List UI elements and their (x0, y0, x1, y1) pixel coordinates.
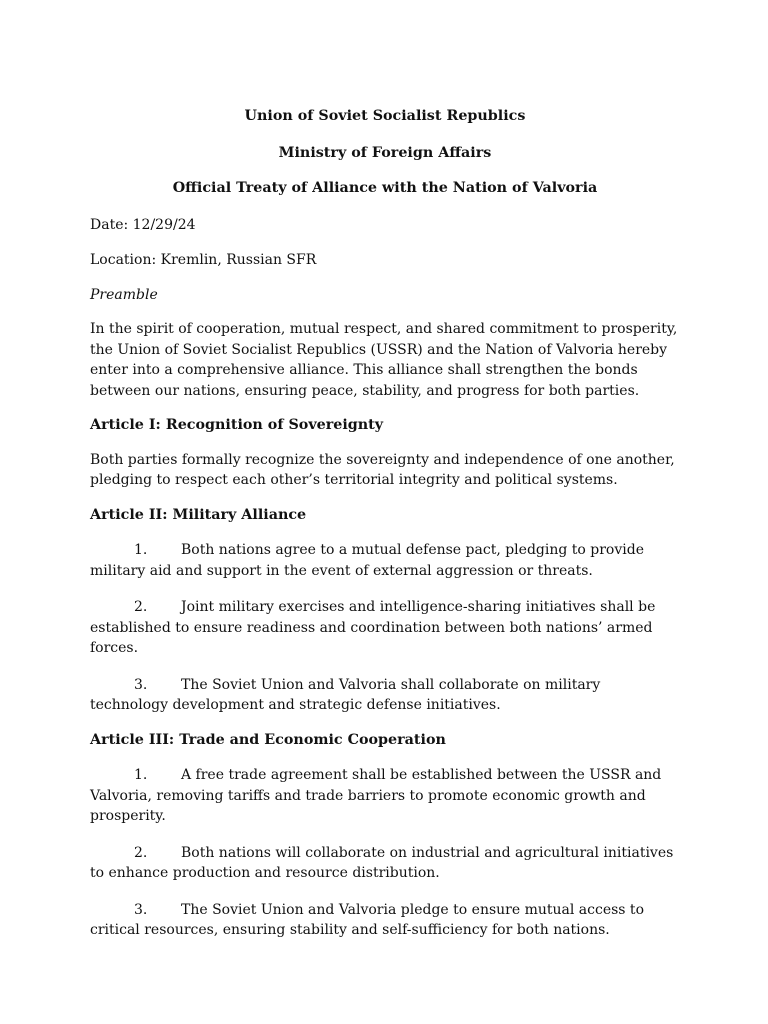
document-title: Official Treaty of Alliance with the Nation of Valvoria (172, 180, 598, 196)
list-number: 2. (134, 599, 148, 615)
article-2-title: Article II: Military Alliance (90, 506, 307, 523)
list-text: A free trade agreement shall be established between the USSR and Valvoria, removing tariffs and trade barriers to promote economic growth and prosperity. (90, 767, 662, 824)
article-3-title: Article III: Trade and Economic Cooperation (90, 731, 446, 748)
preamble-heading: Preamble (90, 286, 158, 303)
list-number: 1. (134, 767, 148, 783)
preamble-text: In the spirit of cooperation, mutual respect, and shared commitment to prosperity, the Union of Soviet Socialist Republics (USSR) and the Nation of Valvoria hereby enter into a comprehensive alliance. This alliance shall strengthen the bonds between our nations, ensuring peace, stability, and progress for both parties. (90, 321, 678, 399)
header-country: Union of Soviet Socialist Republics (244, 108, 526, 124)
list-number: 2. (134, 844, 148, 861)
article-3-item-3 (90, 900, 680, 941)
list-text: The Soviet Union and Valvoria shall collaborate on military technology development and strategic defense initiatives. (90, 676, 601, 713)
treaty-location: Location: Kremlin, Russian SFR (90, 252, 317, 268)
list-number: 3. (134, 901, 148, 918)
treaty-date: Date: 12/29/24 (90, 216, 196, 233)
list-text: Both nations will collaborate on industrial and agricultural initiatives to enhance production and resource distribution. (90, 844, 674, 881)
article-3-item-1 (90, 765, 680, 827)
article-2-item-3 (90, 675, 680, 716)
article-3-item-2 (90, 843, 680, 884)
document-page (90, 106, 680, 941)
article-1-text: Both parties formally recognize the sovereignty and independence of one another, pledging to respect each other’s territorial integrity and political systems. (90, 451, 675, 488)
list-text: Joint military exercises and intelligence-sharing initiatives shall be established to ensure readiness and coordination between both nations’ armed forces. (90, 599, 656, 656)
article-1-title: Article I: Recognition of Sovereignty (90, 417, 384, 433)
list-text: The Soviet Union and Valvoria pledge to ensure mutual access to critical resources, ensuring stability and self-sufficiency for both nations. (90, 901, 644, 938)
article-2-item-1 (90, 540, 680, 581)
article-2-item-2 (90, 597, 680, 659)
header-ministry: Ministry of Foreign Affairs (278, 144, 492, 161)
list-text: Both nations agree to a mutual defense pact, pledging to provide military aid and support in the event of external aggression or threats. (90, 542, 644, 579)
list-number: 1. (134, 542, 148, 558)
list-number: 3. (134, 676, 148, 693)
